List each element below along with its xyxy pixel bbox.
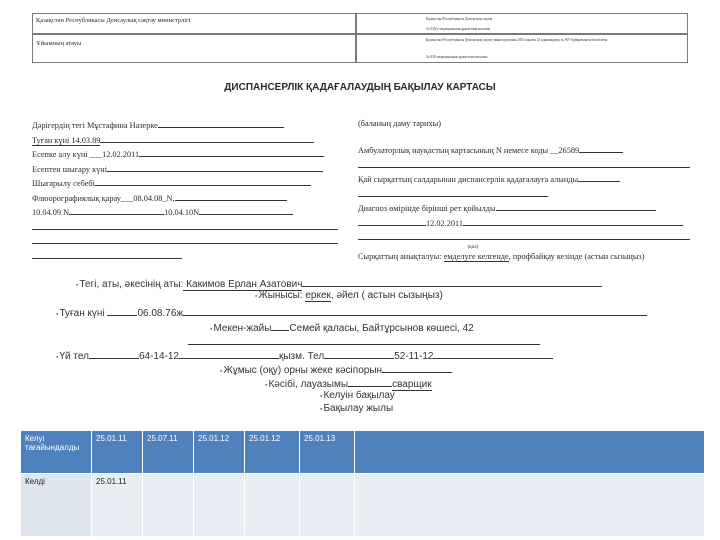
- org-unit: Ұйымның атауы: [36, 40, 82, 47]
- address-row: ▪Мекен-жайы Семей қаласы, Байтұрсынов көшесі, 42: [210, 320, 474, 334]
- blank-line-2: [32, 234, 352, 249]
- fluoro-line: Флюорографиялық қарау___08.04.08_N,: [32, 191, 352, 206]
- bullet-icon: ▪: [210, 326, 213, 333]
- table-cell: 25.01.12: [194, 431, 245, 474]
- right-header-line1: Қазақстан Республикасы Денсаулық сақтау: [426, 17, 493, 21]
- dob-row: ▪Туған күні 06.08.76ж: [56, 305, 647, 319]
- job-row: ▪Кәсібі, лауазымы сварщик: [265, 376, 432, 390]
- table-cell: [143, 474, 194, 537]
- disease-line: Қай сырқаттың салдарынан диспансерлік қадағалауға алынды: [358, 172, 692, 187]
- table-cell: [245, 474, 300, 537]
- address-underline: [188, 344, 540, 345]
- bullet-icon: ▪: [320, 406, 323, 413]
- right-header-line3: № 030/у медициналық құжаттама нысаны: [426, 27, 491, 31]
- table-cell: [194, 474, 245, 537]
- deregistration-reason-line: Шығарылу себебі: [32, 176, 352, 191]
- right-header-line4: Қазақстан Республикасы Денсаулық сақтау министрлігінің 2010 жылғы 23 қарашадағы № 907 бұйрығымен бекітілген: [426, 38, 607, 42]
- right-header-line5: № 030 медициналық құжаттама нысаны: [426, 55, 488, 59]
- header-right-box-top: [355, 13, 688, 35]
- table-cell: 25.01.11: [92, 431, 143, 474]
- name-row: ▪Тегі, аты, әкесінің аты: Какимов Ерлан Азатович: [76, 276, 602, 290]
- blank-line-1: [32, 220, 352, 235]
- bullet-icon: ▪: [220, 368, 223, 375]
- table-cell-head: Келді: [21, 474, 92, 537]
- blank-line-r1: [358, 158, 692, 173]
- work-row: ▪Жұмыс (оқу) орны жеке кәсіпорын: [220, 362, 452, 376]
- left-column: [32, 118, 352, 263]
- page-title: ДИСПАНСЕРЛІК ҚАДАҒАЛАУДЫҢ БАҚЫЛАУ КАРТАСЫ: [224, 82, 496, 93]
- header-left-box-bottom: [32, 33, 357, 63]
- bullet-icon: ▪: [56, 311, 59, 318]
- signature-label: (қол): [467, 244, 479, 250]
- visit-table: [20, 430, 705, 537]
- table-cell: [300, 474, 355, 537]
- visit-control-label: ▪Келуін бақылау: [320, 390, 395, 401]
- child-history-label: (баланың даму тарихы): [358, 119, 441, 128]
- org-name: Қазақстан Республикасы Денсаулық сақтау министрлігі: [36, 17, 191, 24]
- bullet-icon: ▪: [255, 293, 258, 300]
- detection-line: Сырқаттың анықталуы: емделуге келгенде, профбайқау кезінде (астын сызыңыз): [358, 251, 645, 261]
- table-cell: [355, 431, 705, 474]
- table-cell: 25.07.11: [143, 431, 194, 474]
- table-row-scheduled: [21, 431, 705, 474]
- doctor-name-line: Дәрігердің тегі Мұстафина Назерке: [32, 118, 352, 133]
- table-cell: 25.01.13: [300, 431, 355, 474]
- diagnosis-line: Диагноз өмірінде бірінші рет қойылды: [358, 201, 692, 216]
- fluoro-line-2: 10.04.09.N 10.04.10N: [32, 205, 352, 220]
- table-cell: 25.01.12: [245, 431, 300, 474]
- blank-line-r2: [358, 187, 692, 202]
- bullet-icon: ▪: [76, 282, 79, 289]
- bullet-icon: ▪: [320, 393, 323, 400]
- table-row-attended: [21, 474, 705, 537]
- right-column: [358, 118, 692, 263]
- gender-row: ▪Жынысы: еркек, әйел ( астын сызыңыз): [255, 290, 443, 301]
- blank-line-r3: [358, 230, 692, 245]
- blank-line-3: [32, 249, 352, 264]
- table-cell: 25.01.11: [92, 474, 143, 537]
- birth-date-line: Туған күні 14.03.89: [32, 133, 352, 148]
- outpatient-card-line: Амбулаторлық науқастың картасының N немесе коды __26589: [358, 143, 692, 158]
- phone-row: ▪Үй тел 64-14-12 қызм. Тел 52-11-12: [56, 348, 553, 362]
- bullet-icon: ▪: [56, 354, 59, 361]
- bullet-icon: ▪: [265, 382, 268, 389]
- visit-year-label: ▪Бақылау жылы: [320, 403, 394, 414]
- deregistration-date-line: Есептен шығару күні: [32, 162, 352, 177]
- diagnosis-date-line: 12.02.2011: [358, 216, 692, 231]
- table-cell-head: Келуі тағайындалды: [21, 431, 92, 474]
- table-cell: [355, 474, 705, 537]
- registration-date-line: Есепке алу күні ___12.02.2011: [32, 147, 352, 162]
